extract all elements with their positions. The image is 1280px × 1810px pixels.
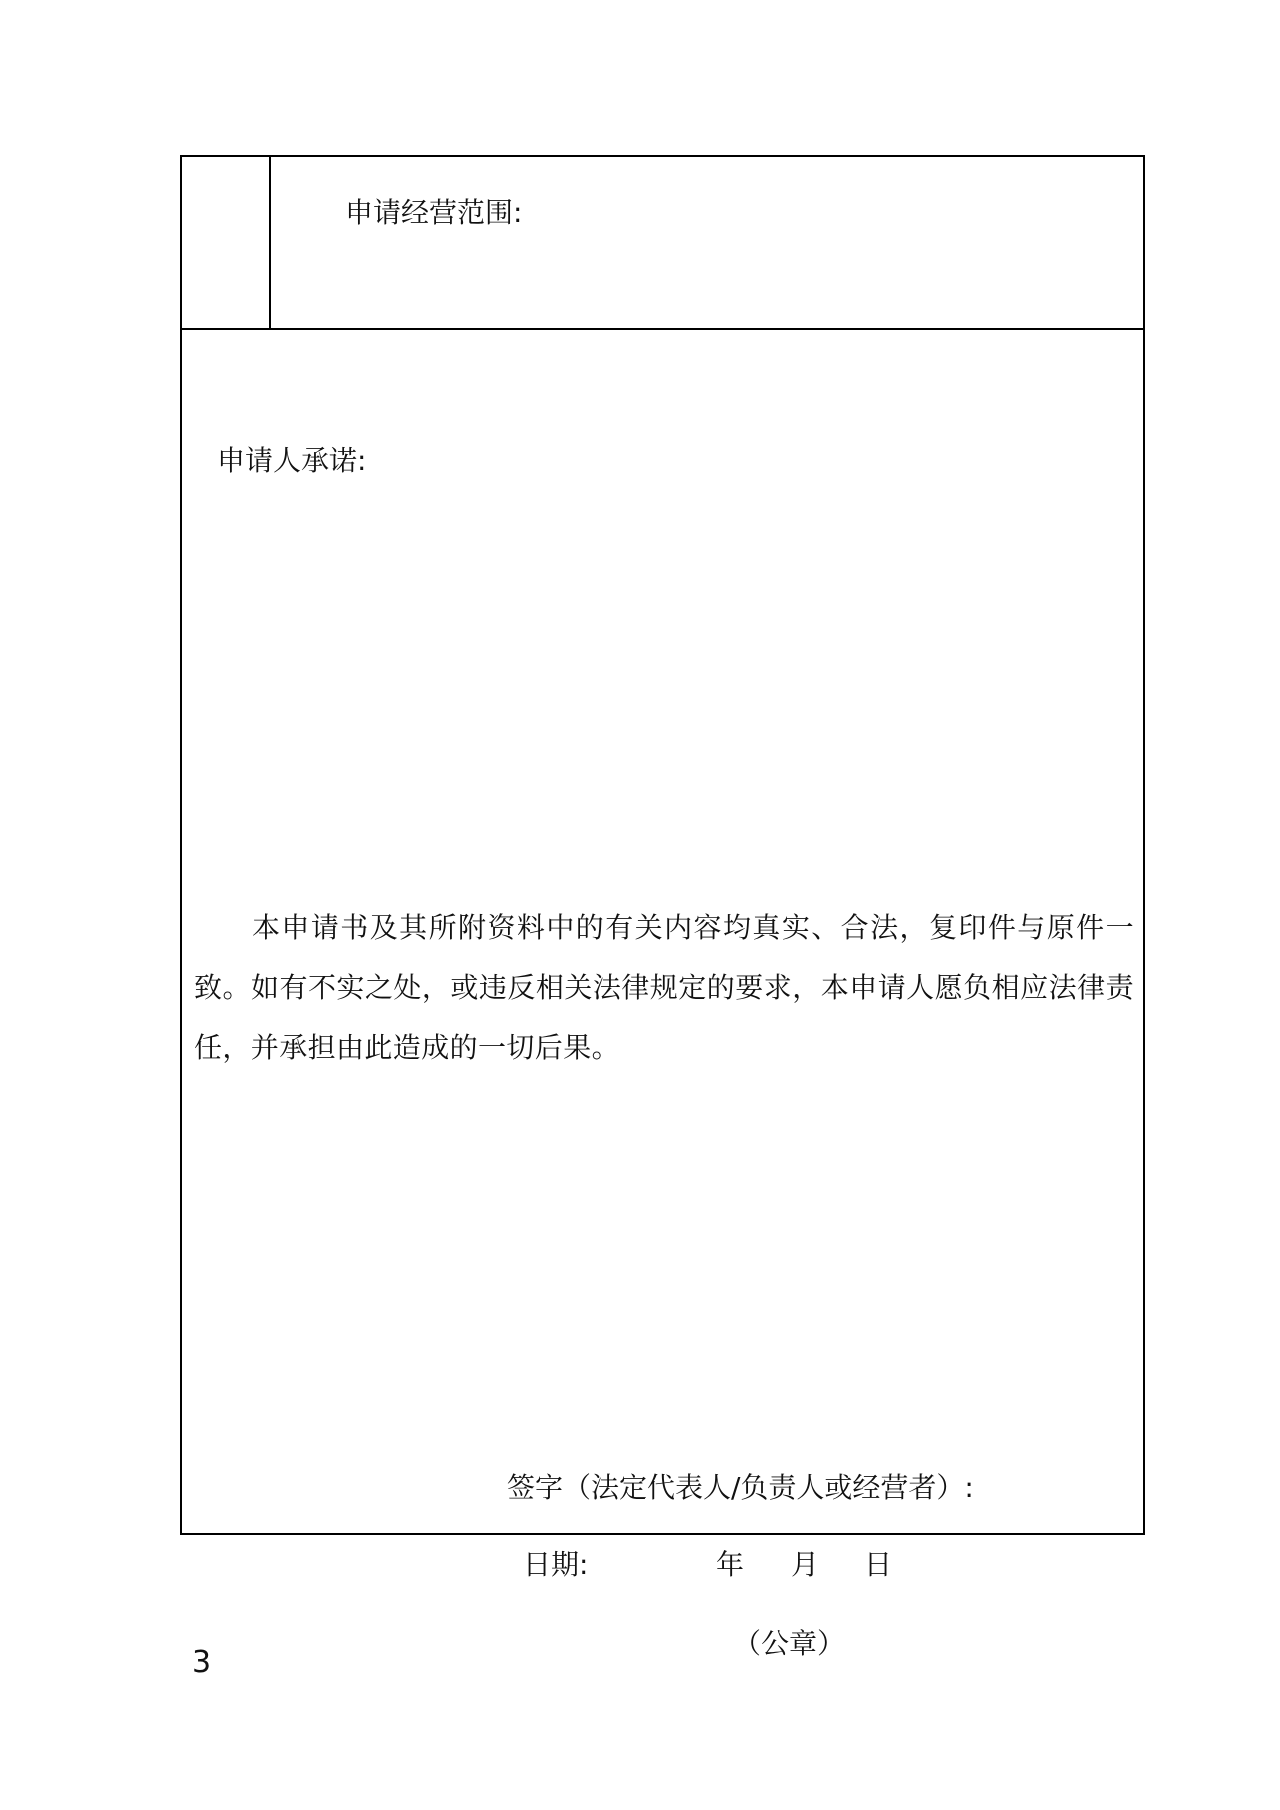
page-number: 3 bbox=[192, 1645, 212, 1680]
official-seal-label: （公章） bbox=[733, 1627, 846, 1660]
application-form-table bbox=[180, 155, 1145, 1660]
applicant-commitment-row bbox=[182, 330, 1143, 1660]
commitment-statement: 本申请书及其所附资料中的有关内容均真实、合法，复印件与原件一致。如有不实之处，或违反相关法律规定的要求，本申请人愿负相应法律责任，并承担由此造成的一切后果。 bbox=[194, 911, 1134, 1064]
business-scope-empty-cell bbox=[182, 157, 271, 328]
applicant-commitment-label: 申请人承诺: bbox=[217, 444, 367, 477]
business-scope-row bbox=[182, 157, 1143, 330]
month-label: 月 bbox=[791, 1548, 820, 1581]
day-label: 日 bbox=[864, 1548, 893, 1581]
date-label: 日期: bbox=[523, 1548, 589, 1581]
business-scope-label: 申请经营范围: bbox=[345, 196, 523, 229]
signature-label: 签字（法定代表人/负责人或经营者）: bbox=[507, 1471, 974, 1504]
year-label: 年 bbox=[716, 1548, 745, 1581]
